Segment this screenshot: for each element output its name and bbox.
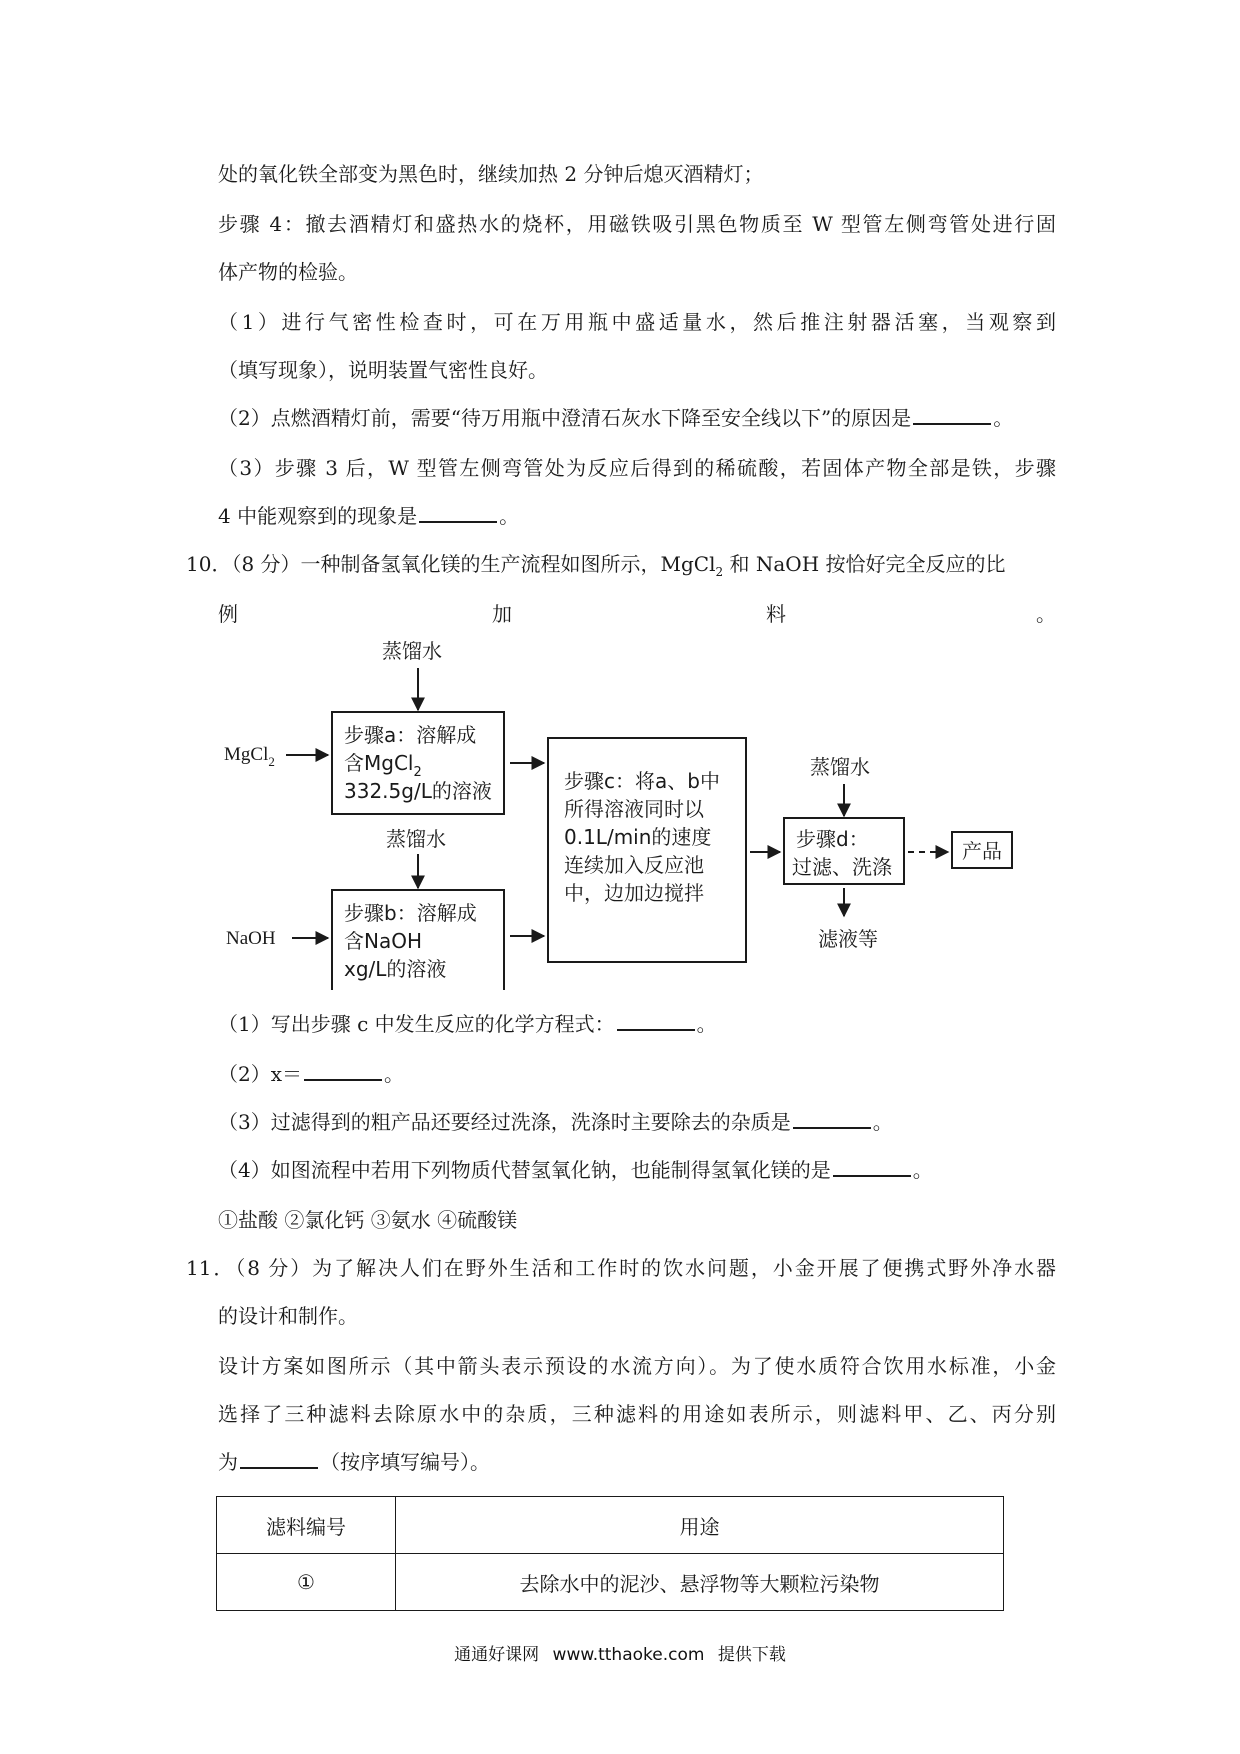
step-a-text bbox=[344, 751, 422, 780]
table-row bbox=[217, 1554, 1004, 1611]
text: （2）x＝ bbox=[218, 1062, 303, 1086]
text-line: 选择了三种滤料去除原水中的杂质，三种滤料的用途如表所示，则滤料甲、乙、丙分别 bbox=[218, 1402, 1056, 1426]
step-b-text: xg/L的溶液 bbox=[344, 957, 447, 981]
text: 4 中能观察到的现象是 bbox=[218, 504, 418, 528]
answer-blank[interactable] bbox=[419, 505, 497, 523]
answer-options: ①盐酸 ②氯化钙 ③氨水 ④硫酸镁 bbox=[218, 1208, 518, 1232]
step-a-text: 步骤a：溶解成 bbox=[344, 723, 477, 747]
step-c-text: 0.1L/min的速度 bbox=[564, 825, 712, 849]
text: 10．（8 分）一种制备氢氧化镁的生产流程如图所示，MgCl bbox=[186, 552, 716, 576]
text-line bbox=[218, 1450, 490, 1474]
step-a-text: 332.5g/L的溶液 bbox=[344, 779, 492, 803]
footer-url[interactable]: www.tthaoke.com bbox=[552, 1645, 705, 1665]
naoh-label: NaOH bbox=[226, 928, 276, 949]
q10-subquestion-4 bbox=[218, 1158, 933, 1182]
text: 。 bbox=[912, 1158, 933, 1182]
text-line: 处的氧化铁全部变为黑色时，继续加热 2 分钟后熄灭酒精灯； bbox=[218, 162, 764, 186]
answer-blank[interactable] bbox=[617, 1013, 695, 1031]
text: （4）如图流程中若用下列物质代替氢氧化钠，也能制得氢氧化镁的是 bbox=[218, 1158, 831, 1182]
word: 。 bbox=[1036, 602, 1056, 626]
text: 。 bbox=[696, 1012, 717, 1036]
product-label: 产品 bbox=[962, 839, 1002, 863]
footer-text: 提供下载 bbox=[717, 1645, 786, 1665]
page-footer bbox=[0, 1640, 1240, 1665]
text: 。 bbox=[872, 1110, 893, 1134]
step-b-text: 含NaOH bbox=[344, 929, 422, 953]
text: 为 bbox=[218, 1450, 238, 1474]
text: 含MgCl bbox=[344, 751, 414, 775]
text: 和 NaOH 按恰好完全反应的比 bbox=[723, 552, 1006, 576]
water-label: 蒸馏水 bbox=[382, 639, 442, 663]
filter-material-table bbox=[216, 1496, 1004, 1611]
column-header: 滤料编号 bbox=[217, 1497, 396, 1554]
subscript: 2 bbox=[715, 565, 724, 579]
text-line bbox=[218, 504, 519, 528]
text: （2）点燃酒精灯前，需要“待万用瓶中澄清石灰水下降至安全线以下”的原因是 bbox=[218, 406, 912, 430]
text: （按序填写编号）。 bbox=[320, 1450, 490, 1474]
q10-subquestion-1 bbox=[218, 1012, 717, 1036]
step-d-text: 步骤d： bbox=[796, 827, 869, 851]
footer-site: 通通好课网 bbox=[454, 1645, 540, 1665]
answer-blank[interactable] bbox=[793, 1111, 871, 1129]
process-flow-diagram bbox=[210, 630, 1060, 990]
q10-subquestion-2 bbox=[218, 1062, 404, 1086]
column-header: 用途 bbox=[396, 1497, 1004, 1554]
subquestion-1: （1）进行气密性检查时，可在万用瓶中盛适量水，然后推注射器活塞，当观察到 bbox=[218, 310, 1056, 334]
word: 加 bbox=[492, 602, 512, 626]
word: 料 bbox=[766, 602, 786, 626]
text-line: 设计方案如图所示（其中箭头表示预设的水流方向）。为了使水质符合饮用水标准，小金 bbox=[218, 1354, 1056, 1378]
text: 。 bbox=[993, 406, 1014, 430]
subquestion-2 bbox=[218, 406, 1013, 430]
table-cell: ① bbox=[217, 1554, 396, 1611]
question-10-heading bbox=[186, 552, 1006, 584]
text: MgCl bbox=[224, 744, 269, 765]
subquestion-3: （3）步骤 3 后，W 型管左侧弯管处为反应后得到的稀硫酸，若固体产物全部是铁，步骤 bbox=[218, 456, 1056, 480]
text: 。 bbox=[384, 1062, 405, 1086]
subscript: 2 bbox=[413, 765, 422, 780]
answer-blank[interactable] bbox=[304, 1063, 382, 1081]
text-line: 的设计和制作。 bbox=[218, 1304, 358, 1328]
water-label: 蒸馏水 bbox=[386, 827, 446, 851]
text-line: （填写现象），说明装置气密性良好。 bbox=[218, 358, 548, 382]
answer-blank[interactable] bbox=[240, 1451, 318, 1469]
step-c-text: 所得溶液同时以 bbox=[564, 797, 704, 821]
text: （1）写出步骤 c 中发生反应的化学方程式： bbox=[218, 1012, 615, 1036]
answer-blank[interactable] bbox=[833, 1159, 911, 1177]
q10-subquestion-3 bbox=[218, 1110, 893, 1134]
step4-line: 步骤 4：撤去酒精灯和盛热水的烧杯，用磁铁吸引黑色物质至 W 型管左侧弯管处进行固 bbox=[218, 212, 1056, 236]
step-c-text: 中，边加边搅拌 bbox=[564, 881, 704, 905]
answer-blank[interactable] bbox=[913, 407, 991, 425]
mgcl2-label bbox=[224, 744, 275, 769]
table-cell: 去除水中的泥沙、悬浮物等大颗粒污染物 bbox=[396, 1554, 1004, 1611]
step-c-text: 步骤c：将a、b中 bbox=[564, 769, 720, 793]
step-b-text: 步骤b：溶解成 bbox=[344, 901, 477, 925]
text-line: 体产物的检验。 bbox=[218, 260, 358, 284]
filtrate-label: 滤液等 bbox=[818, 927, 878, 951]
text: （3）过滤得到的粗产品还要经过洗涤，洗涤时主要除去的杂质是 bbox=[218, 1110, 791, 1134]
text: 。 bbox=[499, 504, 520, 528]
subscript: 2 bbox=[268, 754, 275, 769]
question-11-heading: 11．（8 分）为了解决人们在野外生活和工作时的饮水问题，小金开展了便携式野外净水器 bbox=[186, 1256, 1056, 1280]
water-label: 蒸馏水 bbox=[810, 755, 870, 779]
word: 例 bbox=[218, 602, 238, 626]
table-header-row bbox=[217, 1497, 1004, 1554]
step-c-text: 连续加入反应池 bbox=[564, 853, 704, 877]
step-d-text: 过滤、洗涤 bbox=[792, 855, 892, 879]
